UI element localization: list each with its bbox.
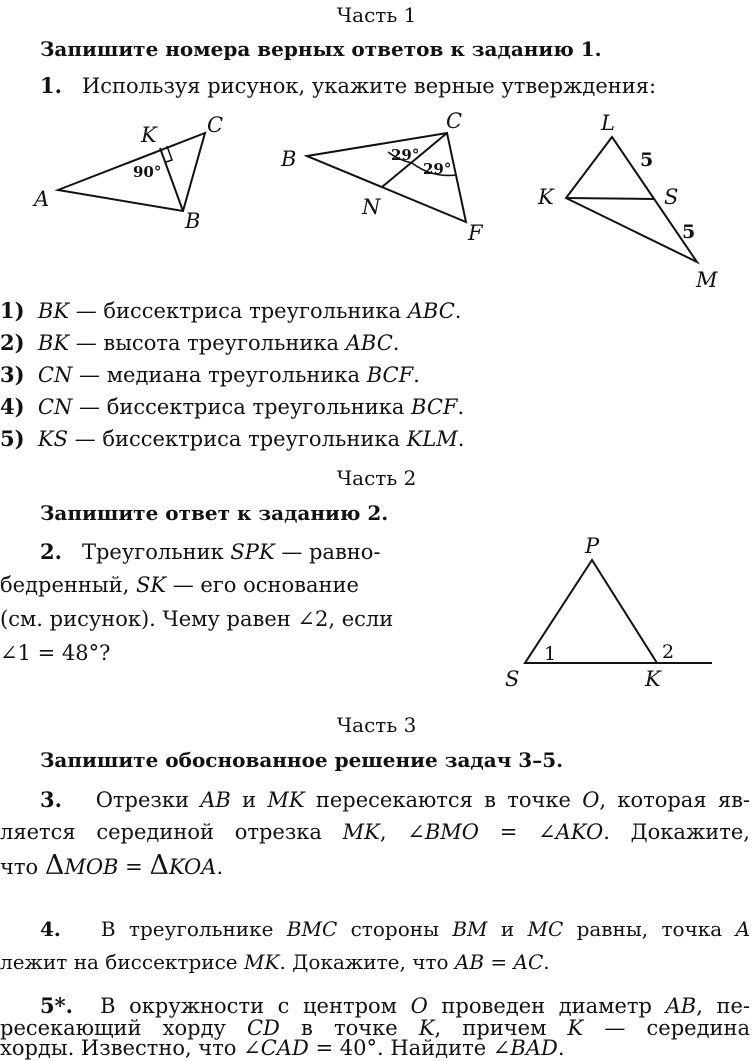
math-run: AKO (555, 820, 604, 844)
text-run: , ∠ (379, 820, 425, 844)
task3-line-3 (0, 850, 223, 881)
text-run: что (0, 855, 45, 879)
option-triangle: ABC (345, 331, 393, 355)
text-run: лежит на биссектрисе (0, 950, 245, 974)
part3-instruction: Запишите обоснованное решение задач 3–5. (40, 748, 564, 772)
task3-number: 3. (40, 787, 62, 812)
option-number: 2) (0, 330, 25, 355)
task3-line-1 (40, 787, 750, 812)
text-run: — середина (583, 1016, 751, 1040)
math-run: BAD (510, 1036, 558, 1060)
text-run: стороны (337, 917, 453, 941)
text-run: проведен диаметр (427, 994, 666, 1018)
option-number: 3) (0, 362, 25, 387)
part1-heading: Часть 1 (336, 3, 417, 27)
task2-line-4: ∠1 = 48°? (0, 641, 111, 665)
math-run: SK (135, 573, 167, 597)
text-run: бедренный, (0, 573, 136, 597)
label-k2: K (645, 667, 661, 691)
math-run: K (567, 1016, 584, 1040)
task4-number: 4. (40, 917, 61, 941)
task5-line-3 (0, 1036, 565, 1060)
math-run: BM (452, 917, 488, 941)
text-run: = 40°. Найдите ∠ (308, 1036, 511, 1060)
text-run: В треугольнике (100, 917, 287, 941)
label-f: F (468, 221, 483, 245)
option-segment: CN (37, 395, 73, 419)
text-run: в точке (279, 1016, 419, 1040)
math-run: A (735, 917, 751, 941)
text-run: В окружности с центром (100, 994, 411, 1018)
text-run: и (487, 917, 528, 941)
label-p: P (585, 534, 600, 558)
math-run: MK (342, 820, 380, 844)
triangle-symbol: Δ (44, 850, 65, 881)
math-run: CD (246, 1016, 280, 1040)
task4-line-2 (0, 950, 550, 974)
task5-number: 5*. (40, 993, 73, 1018)
length-label-1: 5 (640, 149, 654, 171)
option-number: 5) (0, 426, 25, 451)
math-run: MK (267, 788, 305, 812)
task1-text: Используя рисунок, укажите верные утверждения: (81, 74, 657, 98)
math-run: AB (454, 950, 485, 974)
math-run: BMO (424, 820, 480, 844)
task1-number: 1. (40, 73, 62, 98)
text-run: , пе- (696, 994, 751, 1018)
math-run: O (582, 788, 600, 812)
option-end: . (392, 331, 400, 355)
option-triangle: ABC (407, 299, 455, 323)
option-triangle: BCF (411, 395, 458, 419)
label-l: L (601, 111, 615, 135)
math-run: SPK (230, 540, 275, 564)
text-run: хорды. Известно, что ∠ (0, 1036, 261, 1060)
option-segment: KS (37, 427, 68, 451)
angle-29-label-1: 29° (391, 146, 420, 164)
math-run: BMC (286, 917, 338, 941)
label-s2: S (505, 667, 520, 691)
option-triangle: BCF (366, 363, 414, 387)
text-run: . (557, 1036, 565, 1060)
part2-heading: Часть 2 (336, 466, 417, 490)
task3-line-2 (0, 820, 750, 844)
option-triangle: KLM (406, 427, 458, 451)
math-run: KOA (168, 855, 217, 879)
text-run: — его основание (166, 573, 359, 597)
task2-line-3: (см. рисунок). Чему равен ∠2, если (0, 607, 394, 631)
label-k3: K (538, 185, 554, 209)
option-end: . (457, 427, 465, 451)
math-run: MOB (64, 855, 119, 879)
option-text: — биссектриса треугольника (72, 395, 412, 419)
text-run: — равно- (274, 540, 381, 564)
label-c2: C (446, 109, 463, 133)
label-a: A (34, 187, 50, 211)
text-run: Отрезки (95, 788, 201, 812)
angle-1-label: 1 (544, 643, 557, 665)
math-run: O (410, 994, 428, 1018)
option-segment: CN (37, 363, 73, 387)
text-run: Треугольник (81, 540, 231, 564)
text-run: ресекающий хорду (0, 1016, 247, 1040)
text-run: ляется серединой отрезка (0, 820, 343, 844)
text-run: . (216, 855, 224, 879)
text-run: . Докажите, что (279, 950, 455, 974)
label-c: C (207, 113, 224, 137)
text-run: = (118, 855, 150, 879)
text-run: , которая яв- (599, 788, 750, 812)
label-m: M (696, 268, 718, 292)
option-number: 1) (0, 298, 25, 323)
text-run: = (484, 950, 514, 974)
angle-90-label: 90° (133, 163, 162, 181)
option-end: . (457, 395, 465, 419)
option-text: — биссектриса треугольника (68, 427, 407, 451)
option-end: . (413, 363, 420, 387)
option-end: . (454, 299, 462, 323)
label-b2: B (281, 147, 297, 171)
text-run: , причем (434, 1016, 568, 1040)
math-run: K (418, 1016, 435, 1040)
math-run: AB (200, 788, 231, 812)
label-n: N (362, 195, 381, 219)
text-run: равны, точка (563, 917, 736, 941)
part3-heading: Часть 3 (336, 713, 417, 737)
part1-instruction: Запишите номера верных ответов к заданию 1. (40, 37, 602, 61)
label-k: K (141, 123, 157, 147)
task4-line-1 (40, 917, 750, 941)
label-b: B (185, 209, 201, 233)
text-run: . Докажите, (603, 820, 750, 844)
math-run: AB (665, 994, 697, 1018)
task5-line-1 (40, 993, 750, 1018)
angle-2-label: 2 (662, 641, 675, 663)
angle-29-label-2: 29° (423, 160, 452, 178)
text-run: . (543, 950, 550, 974)
option-text: — медиана треугольника (72, 363, 367, 387)
math-run: MK (244, 950, 280, 974)
math-run: CAD (260, 1036, 309, 1060)
text-run: и (230, 788, 268, 812)
option-text: — биссектриса треугольника (69, 299, 408, 323)
label-s: S (664, 185, 679, 209)
option-segment: BK (37, 299, 70, 323)
option-number: 4) (0, 394, 25, 419)
text-run: пересекаются в точке (304, 788, 583, 812)
math-run: MC (527, 917, 564, 941)
length-label-2: 5 (682, 221, 696, 243)
math-run: AC (513, 950, 544, 974)
triangle-symbol: Δ (149, 850, 169, 881)
task2-number: 2. (40, 539, 62, 564)
text-run: = ∠ (479, 820, 556, 844)
part2-instruction: Запишите ответ к заданию 2. (40, 501, 389, 525)
option-segment: BK (37, 331, 70, 355)
option-text: — высота треугольника (69, 331, 346, 355)
